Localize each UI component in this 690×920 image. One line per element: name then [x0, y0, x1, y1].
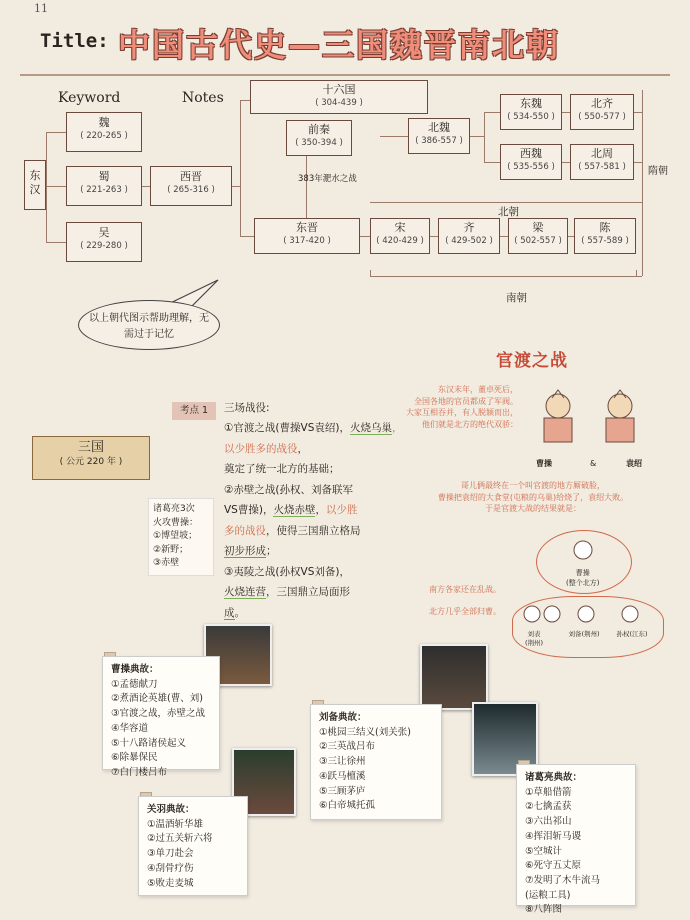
- card-zhugeliang: 诸葛亮典故： ①草船借箭 ②七擒孟获 ③六出祁山 ④挥泪斩马谡 ⑤空城计 ⑥死守五丈原 ⑦发明了木牛流马 (运粮工具) ⑧八阵图: [516, 764, 636, 906]
- cao-figure-icon: [568, 538, 598, 568]
- fig-cao: 曹操 (整个北方): [566, 569, 600, 588]
- box-xiwei: 西魏 ( 535-556 ): [500, 144, 562, 180]
- box-wu: 吴 ( 229-280 ): [66, 222, 142, 262]
- beichao-label: 北朝: [498, 206, 519, 218]
- box-qi: 齐 ( 429-502 ): [438, 218, 500, 254]
- box-song: 宋 ( 420-429 ): [370, 218, 430, 254]
- battle-notes: [224, 398, 404, 623]
- battle-heading: 三场战役:: [224, 402, 270, 414]
- dynasty-chart: [0, 0, 690, 320]
- era-name: 三国: [77, 440, 104, 455]
- box-shu: 蜀 ( 221-263 ): [66, 166, 142, 206]
- guandu-story: 哥儿俩最终在一个叫官渡的地方厮破脸， 曹操把袁绍的大食堂(屯粮的乌巢)给烧了，袁绍大败。 于是官渡大战的结果就是：: [437, 481, 629, 514]
- guandu-lines: 南方各家还在乱战。 北方几乎全部归曹。: [429, 585, 501, 616]
- box-beizhou: 北周 ( 557-581 ): [570, 144, 634, 180]
- cao-yuan-illustration: [528, 384, 648, 448]
- yuan-label: 袁绍: [626, 459, 642, 468]
- page-number: 11: [34, 2, 48, 15]
- feishui-label: 383年淝水之战: [298, 174, 357, 184]
- notes-header: Notes: [182, 90, 224, 106]
- cao-label: 曹操: [536, 459, 552, 468]
- amp-label: &: [590, 459, 597, 468]
- era-years: ( 公元 220 年 ): [59, 456, 123, 467]
- box-xijin: 西晋 ( 265-316 ): [150, 166, 232, 206]
- box-liang: 梁 ( 502-557 ): [508, 218, 568, 254]
- box-beiwei: 北魏 ( 386-557 ): [408, 118, 470, 154]
- zhuge-fire-note: 诸葛亮3次 火攻曹操： ①博望坡； ②新野； ③赤壁: [148, 498, 214, 576]
- box-shiliuguo: 十六国 ( 304-439 ): [250, 80, 428, 114]
- fig-sunquan: 孙权(江东): [616, 630, 648, 638]
- page-title: 中国古代史—三国魏晋南北朝: [118, 26, 561, 64]
- fig-liubiao: 刘表 (荆州): [524, 630, 544, 648]
- guandu-title: 官渡之战: [496, 351, 568, 371]
- battle-1: ①官渡之战(曹操VS袁绍)，火烧乌巢，以少胜多的战役， 奠定了统一北方的基础；: [224, 422, 403, 476]
- card-liubei: 刘备典故： ①桃园三结义(刘关张) ②三英战吕布 ③三让徐州 ④跃马檀溪 ⑤三顾茅庐 ⑥白帝城托孤: [310, 704, 442, 820]
- title-label: Title:: [40, 30, 109, 52]
- era-banner: [32, 436, 150, 480]
- kaodian-tag: 考点 1: [172, 402, 216, 420]
- box-dongjin: 东晋 ( 317-420 ): [254, 218, 360, 254]
- box-dongwei: 东魏 ( 534-550 ): [500, 94, 562, 130]
- battle-3: ③夷陵之战(孙权VS刘备)， 火烧连营，三国鼎立局面形 成。: [224, 565, 350, 619]
- card-caocao: 曹操典故： ①孟德献刀 ②煮酒论英雄(曹、刘) ③官渡之战，赤壁之战 ④华容道 ⑤十八路诸侯起义 ⑥除暴保民 ⑦白门楼吕布: [102, 656, 220, 770]
- battle-2: ②赤壁之战(孙权、刘备联军 VS曹操)，火烧赤壁，以少胜 多的战役，使得三国鼎立格局 初步形成；: [224, 483, 361, 558]
- nanchao-label: 南朝: [506, 292, 527, 304]
- box-chen: 陈 ( 557-589 ): [574, 218, 636, 254]
- box-donghan: 东汉: [24, 160, 46, 210]
- box-qianqin: 前秦 ( 350-394 ): [286, 120, 352, 156]
- speech-bubble: 以上朝代图示帮助理解，无需过于记忆: [78, 300, 220, 350]
- box-wei: 魏 ( 220-265 ): [66, 112, 142, 152]
- fig-liubei: 刘备(荆州): [568, 630, 600, 638]
- box-beiqi: 北齐 ( 550-577 ): [570, 94, 634, 130]
- card-guanyu: 关羽典故： ①温酒斩华雄 ②过五关斩六将 ③单刀赴会 ④刮骨疗伤 ⑤败走麦城: [138, 796, 248, 896]
- guandu-caption: 东汉末年，董卓死后， 全国各地的官员都成了军阀。 大家互相吞并，有人脱颖而出， 他们就是北方的绝代双骄：: [406, 385, 518, 429]
- portrait-liubei: [420, 644, 488, 710]
- sui-label: 隋朝: [648, 166, 668, 177]
- south-figures-icon: [518, 600, 658, 630]
- keyword-header: Keyword: [58, 90, 121, 106]
